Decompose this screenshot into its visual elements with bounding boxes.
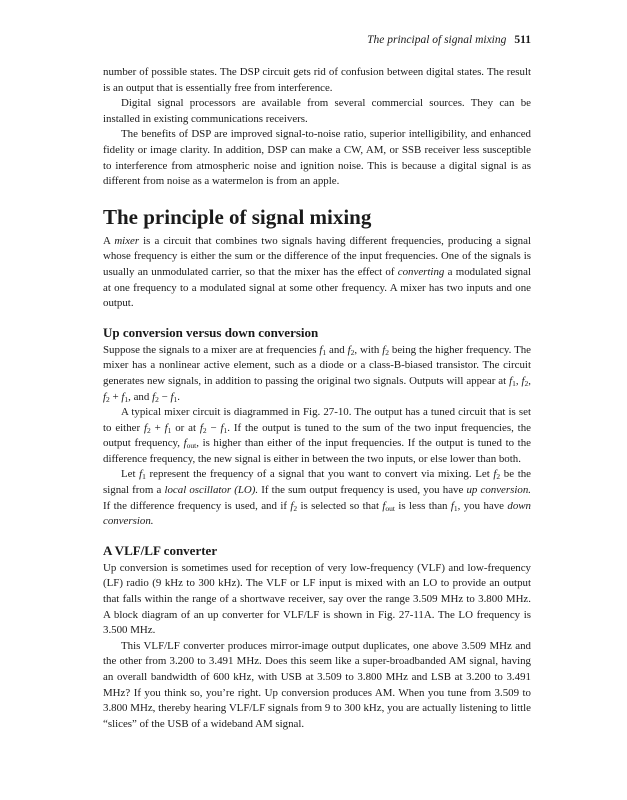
- paragraph: Suppose the signals to a mixer are at frequencies $f_1$ and $f_2$, with $f_2$ being the higher frequency. The mixer has a nonlinear active element, such as a diode or a class-B-biased transistor. The circuit generates new signals, in addition to passing the original two signals. Outputs will appear at $f_1$, $f_2$, $f_2 + f_1$, and $f_2 - f_1$.: [103, 343, 531, 404]
- section-heading: The principle of signal mixing: [103, 204, 372, 229]
- page: [103, 30, 531, 732]
- subsection-heading: Up conversion versus down conversion: [103, 324, 319, 340]
- running-head-title: The principal of signal mixing: [367, 34, 507, 46]
- paragraph: The benefits of DSP are improved signal-to-noise ratio, superior intelligibility, and enhanced fidelity or image clarity. In addition, DSP can make a CW, AM, or SSB receiver less susceptible to interference from atmospheric noise and ignition noise. This is because a digital signal is as different from noise as a watermelon is from an apple.: [103, 128, 531, 188]
- running-head: [103, 30, 531, 50]
- paragraph: This VLF/LF converter produces mirror-image output duplicates, one above 3.509 MHz and the other from 3.200 to 3.491 MHz. Does this seem like a super-broadbanded AM signal, having an overall bandwidth of 600 kHz, with USB at 3.509 to 3.800 MHz and LSB at 3.200 to 3.491 MHz? If you think so, you’re right. Up conversion produces AM. When you tune from 3.509 to 3.800 MHz, thereby hearing VLF/LF signals from 9 to 300 kHz, you are actually listening to little “slices” of the USB of a wideband AM signal.: [103, 639, 531, 730]
- subsection-heading: A VLF/LF converter: [103, 542, 218, 558]
- paragraph: Up conversion is sometimes used for reception of very low-frequency (VLF) and low-frequency (LF) radio (9 kHz to 300 kHz). The VLF or LF input is mixed with an LO to provide an output that falls within the range of a shortwave receiver, say over the range 3.509 MHz to 3.800 MHz. A block diagram of an up converter for VLF/LF is shown in Fig. 27-11A. The LO frequency is 3.500 MHz.: [103, 561, 531, 637]
- page-number: 511: [514, 34, 531, 46]
- paragraph: A mixer is a circuit that combines two signals having different frequencies, producing a signal whose frequency is either the sum or the difference of the input frequencies. One of the signals is usually an unmodulated carrier, so that the mixer has the effect of converting a modulated signal at one frequency to a modulated signal at some other frequency. A mixer has two inputs and one output.: [103, 234, 531, 310]
- paragraph: Let $f_1$ represent the frequency of a signal that you want to convert via mixing. Let $f_2$ be the signal from a local oscillator (LO). If the sum output frequency is used, you have up conversion. If the difference frequency is used, and if $f_2$ is selected so that $f_{out}$ is less than $f_1$, you have down conversion.: [103, 468, 531, 528]
- paragraph: number of possible states. The DSP circuit gets rid of confusion between digital states. The result is an output that is essentially free from interference.: [103, 66, 531, 94]
- paragraph: A typical mixer circuit is diagrammed in Fig. 27-10. The output has a tuned circuit that is set to either $f_2 + f_1$ or at $f_2 - f_1$. If the output is tuned to the sum of the two input frequencies, the output frequency, $f_{out}$, is higher than either of the input frequencies. If the output is tuned to the difference frequency, the new signal is either in between the two inputs, or else lower than both.: [103, 406, 531, 465]
- paragraph: Digital signal processors are available from several commercial sources. They can be installed in existing communications receivers.: [103, 97, 531, 125]
- intro-block: [103, 65, 531, 190]
